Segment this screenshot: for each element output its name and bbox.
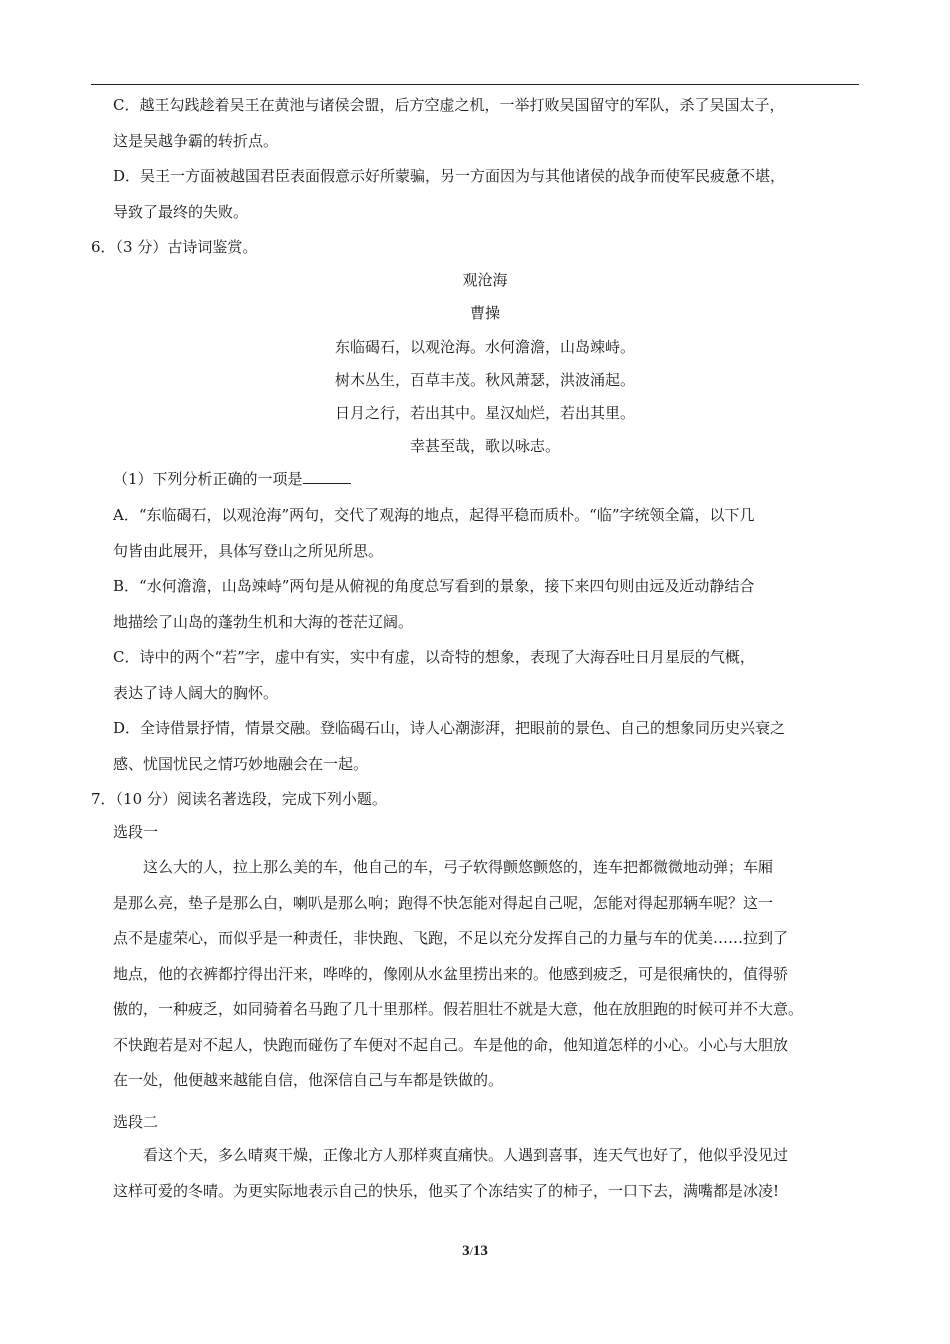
page-number	[0, 1243, 950, 1260]
poem-line-3: 日月之行，若出其中。星汉灿烂，若出其里。	[334, 404, 635, 422]
q5-option-c-line-1: C．越王勾践趁着吴王在黄池与诸侯会盟，后方空虚之机，一举打败吴国留守的军队，杀了吴国太子，	[113, 96, 785, 114]
section-2-line-1: 看这个天，多么晴爽干燥，正像北方人那样爽直痛快。人遇到喜事，连天气也好了，他似乎没见过	[143, 1146, 789, 1164]
header-rule	[91, 84, 859, 85]
q6-option-d-line-2: 感、忧国忧民之情巧妙地融会在一起。	[113, 755, 369, 773]
section-1-line-5: 傲的，一种疲乏，如同骑着名马跑了几十里那样。假若胆壮不就是大意，他在放胆跑的时候可并不大意。	[113, 1000, 804, 1018]
q6-option-b-line-2: 地描绘了山岛的蓬勃生机和大海的苍茫辽阔。	[113, 613, 414, 631]
section-1-line-7: 在一处，他便越来越能自信，他深信自己与车都是铁做的。	[113, 1071, 504, 1089]
section-1-line-1: 这么大的人，拉上那么美的车，他自己的车，弓子软得颤悠颤悠的，连车把都微微地动弹；车厢	[143, 858, 774, 876]
q6-stem: 6．（3 分）古诗词鉴赏。	[91, 238, 258, 256]
poem-line-1: 东临碣石，以观沧海。水何澹澹，山岛竦峙。	[334, 338, 635, 356]
q5-option-c-line-2: 这是吴越争霸的转折点。	[113, 132, 279, 150]
section-2-label: 选段二	[113, 1113, 159, 1131]
q5-option-d-line-2: 导致了最终的失败。	[113, 203, 249, 221]
poem-title: 观沧海	[462, 271, 508, 289]
q6-option-c-line-1: C．诗中的两个“若”字，虚中有实，实中有虚，以奇特的想象，表现了大海吞吐日月星辰的气概，	[113, 648, 755, 666]
section-1-line-3: 点不是虚荣心，而似乎是一种责任，非快跑、飞跑，不足以充分发挥自己的力量与车的优美……拉到了	[113, 929, 789, 947]
page-total: 13	[472, 1243, 488, 1259]
section-1-line-6: 不快跑若是对不起人，快跑而碰伤了车便对不起自己。车是他的命，他知道怎样的小心。小心与大胆放	[113, 1036, 789, 1054]
section-1-label: 选段一	[113, 823, 159, 841]
q6-option-b-line-1: B．“水何澹澹，山岛竦峙”两句是从俯视的角度总写看到的景象，接下来四句则由远及近动静结合	[113, 577, 755, 595]
section-1-line-4: 地点，他的衣裤都拧得出汗来，哗哗的，像刚从水盆里捞出来的。他感到疲乏，可是很痛快的，值得骄	[113, 965, 789, 983]
poem-line-2: 树木丛生，百草丰茂。秋风萧瑟，洪波涌起。	[334, 371, 635, 389]
q5-option-d-line-1: D．吴王一方面被越国君臣表面假意示好所蒙骗，另一方面因为与其他诸侯的战争而使军民疲惫不堪，	[113, 167, 786, 185]
q7-stem: 7．（10 分）阅读名著选段，完成下列小题。	[91, 790, 387, 808]
q6-option-c-line-2: 表达了诗人阔大的胸怀。	[113, 684, 279, 702]
q6-sub1-text: （1）下列分析正确的一项是	[113, 470, 303, 488]
answer-blank	[303, 469, 351, 484]
page-current: 3	[462, 1243, 470, 1259]
section-2-line-2: 这样可爱的冬晴。为更实际地表示自己的快乐，他买了个冻结实了的柿子，一口下去，满嘴都是冰凌!	[113, 1182, 780, 1200]
poem-line-4: 幸甚至哉，歌以咏志。	[409, 437, 560, 455]
page-separator: /	[469, 1244, 473, 1258]
section-1-line-2: 是那么亮，垫子是那么白，喇叭是那么响；跑得不快怎能对得起自己呢，怎能对得起那辆车呢？这一	[113, 894, 774, 912]
q6-option-d-line-1: D．全诗借景抒情，情景交融。登临碣石山，诗人心潮澎湃，把眼前的景色、自己的想象同历史兴衰之	[113, 719, 786, 737]
q6-option-a-line-1: A．“东临碣石，以观沧海”两句，交代了观海的地点，起得平稳而质朴。“临”字统领全篇，以下几	[113, 506, 755, 524]
poem-author: 曹操	[469, 304, 500, 322]
q6-option-a-line-2: 句皆由此展开，具体写登山之所见所思。	[113, 542, 384, 560]
q6-sub1	[113, 469, 351, 489]
